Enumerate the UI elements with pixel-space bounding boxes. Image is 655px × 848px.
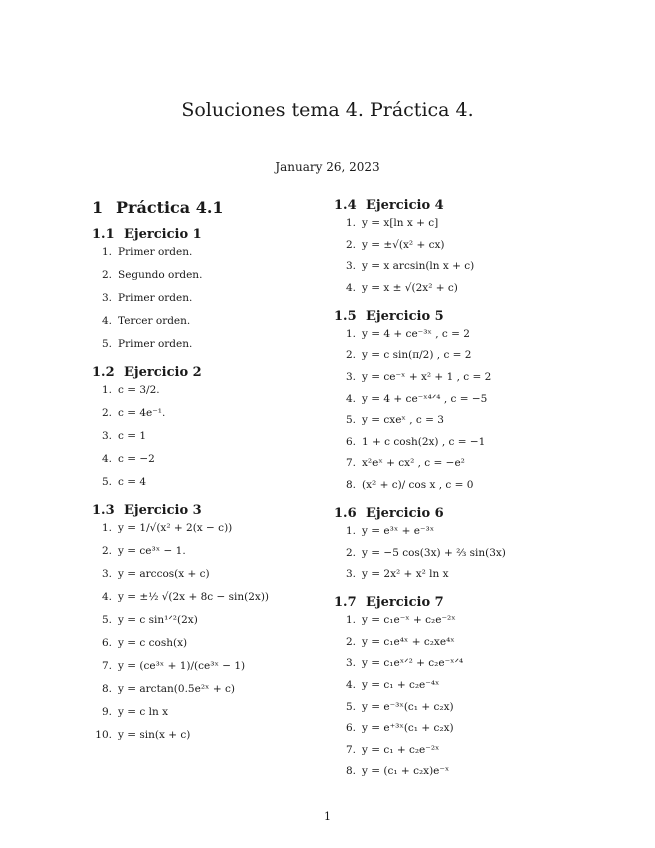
answer-item-text: y = c₁ + c₂e⁻⁴ˣ (362, 678, 440, 691)
answer-item-text: y = −5 cos(3x) + ⅔ sin(3x) (362, 546, 506, 559)
answer-item (92, 315, 307, 328)
answer-item-text: Primer orden. (118, 246, 193, 258)
answer-item (334, 744, 569, 757)
answer-item-text: y = c ln x (118, 706, 169, 718)
answer-item (334, 217, 569, 230)
answer-item (334, 414, 569, 427)
answer-item-text: y = x ± √(2x² + c) (362, 281, 458, 294)
answer-item (92, 269, 307, 282)
answer-item (92, 545, 307, 558)
answer-item-number: 7. (345, 457, 356, 470)
answer-item-text: y = c₁eˣᐟ² + c₂e⁻ˣᐟ⁴ (362, 657, 464, 670)
answer-item (92, 729, 307, 742)
answer-item-number: 1. (345, 217, 356, 229)
answer-item-text: Segundo orden. (118, 269, 203, 281)
answer-item (334, 547, 569, 560)
answer-item-number: 7. (345, 743, 356, 756)
answer-item (334, 765, 569, 778)
subsection-number: 1.4 (334, 198, 357, 213)
answer-item-text: y = 4 + ce⁻³ˣ , c = 2 (362, 327, 470, 340)
answer-item-text: y = ±√(x² + cx) (362, 238, 445, 251)
answer-item-text: Primer orden. (118, 292, 193, 304)
answer-item (92, 706, 307, 719)
answer-item (92, 683, 307, 696)
answer-list (92, 384, 307, 489)
answer-item (334, 525, 569, 538)
answer-item-number: 3. (101, 292, 112, 304)
right-subsections (334, 198, 569, 778)
answer-item-text: y = (c₁ + c₂x)e⁻ˣ (362, 765, 450, 778)
subsection-number: 1.1 (92, 227, 115, 242)
answer-item-number: 1. (345, 327, 356, 340)
page-number: 1 (324, 810, 331, 823)
answer-item-text: y = 1/√(x² + 2(x − c)) (118, 522, 233, 534)
answer-item-number: 4. (345, 281, 356, 294)
answer-item-number: 3. (345, 260, 356, 273)
answer-item (92, 568, 307, 581)
left-subsections (92, 227, 307, 742)
answer-item-number: 7. (101, 660, 112, 672)
subsection-title: Ejercicio 6 (366, 505, 444, 521)
answer-item-text: y = sin(x + c) (118, 729, 191, 741)
answer-item (92, 453, 307, 466)
answer-item-number: 6. (345, 435, 356, 448)
answer-item-text: c = 4 (118, 476, 147, 488)
answer-item (334, 393, 569, 406)
answer-item-number: 1. (101, 522, 112, 534)
answer-item-text: y = c sin(π/2) , c = 2 (362, 349, 472, 362)
answer-item (334, 568, 569, 581)
answer-item-number: 6. (345, 722, 356, 735)
answer-item-text: y = (ce³ˣ + 1)/(ce³ˣ − 1) (118, 660, 246, 672)
subsection-heading (92, 365, 307, 380)
answer-item-text: y = x arcsin(ln x + c) (362, 260, 475, 273)
answer-list (334, 217, 569, 295)
answer-item (334, 614, 569, 627)
answer-item-number: 5. (101, 338, 112, 350)
answer-item-text: y = cxeˣ , c = 3 (362, 414, 444, 427)
answer-list (92, 522, 307, 742)
answer-item (92, 614, 307, 627)
subsection-number: 1.7 (334, 595, 357, 611)
subsection-heading (334, 309, 569, 324)
answer-item-number: 5. (101, 476, 112, 488)
answer-item-text: y = c cosh(x) (118, 637, 188, 649)
answer-item-text: y = e³ˣ + e⁻³ˣ (362, 524, 435, 537)
answer-item-text: y = arccos(x + c) (118, 568, 210, 580)
answer-item-text: x²eˣ + cx² , c = −e² (362, 457, 465, 470)
answer-list (92, 246, 307, 351)
answer-item (92, 246, 307, 259)
answer-item-number: 4. (101, 591, 112, 603)
answer-item-text: 1 + c cosh(2x) , c = −1 (362, 435, 486, 448)
answer-item (334, 239, 569, 252)
answer-list (334, 614, 569, 778)
answer-item-number: 2. (345, 349, 356, 362)
answer-item-text: y = e⁺³ˣ(c₁ + c₂x) (362, 722, 454, 735)
subsection-heading (92, 503, 307, 518)
subsection-heading (334, 595, 569, 610)
answer-item (92, 522, 307, 535)
document-title: Soluciones tema 4. Práctica 4. (181, 99, 474, 121)
answer-item-number: 8. (345, 765, 356, 778)
answer-item-text: y = c₁e⁻ˣ + c₂e⁻²ˣ (362, 614, 456, 627)
subsection-number: 1.2 (92, 365, 115, 380)
answer-item-number: 3. (345, 568, 356, 581)
answer-item-text: y = c₁ + c₂e⁻²ˣ (362, 743, 440, 756)
answer-item-text: c = 3/2. (118, 384, 160, 396)
subsection-title: Ejercicio 3 (124, 503, 202, 518)
answer-item (334, 722, 569, 735)
answer-item (334, 260, 569, 273)
section-number: 1 (92, 198, 104, 217)
answer-item (92, 338, 307, 351)
answer-item-text: y = x[ln x + c] (362, 217, 439, 229)
answer-item-number: 2. (101, 545, 112, 557)
answer-list (334, 328, 569, 492)
answer-item-number: 9. (101, 706, 112, 718)
subsection-title: Ejercicio 5 (366, 308, 444, 324)
answer-item-number: 2. (101, 407, 112, 419)
answer-item (92, 407, 307, 420)
answer-item-number: 1. (345, 614, 356, 627)
subsection-title: Ejercicio 7 (366, 595, 444, 611)
answer-item-text: y = e⁻³ˣ(c₁ + c₂x) (362, 700, 454, 713)
answer-item-number: 3. (101, 430, 112, 442)
answer-item (92, 384, 307, 397)
answer-item (92, 591, 307, 604)
answer-item-text: y = ce³ˣ − 1. (118, 545, 186, 557)
subsection-heading (334, 198, 569, 213)
subsection-title: Ejercicio 4 (366, 198, 444, 213)
subsection-title: Ejercicio 1 (124, 227, 202, 242)
answer-item-number: 8. (345, 478, 356, 491)
answer-item-number: 4. (101, 453, 112, 465)
answer-item-number: 6. (101, 637, 112, 649)
answer-item-text: y = c₁e⁴ˣ + c₂xe⁴ˣ (362, 635, 455, 648)
answer-item (92, 660, 307, 673)
answer-item-number: 5. (345, 414, 356, 427)
answer-item-text: c = 4e⁻¹. (118, 407, 166, 419)
subsection-heading (92, 227, 307, 242)
subsection-title: Ejercicio 2 (124, 365, 202, 380)
answer-item-number: 5. (101, 614, 112, 626)
answer-item (334, 349, 569, 362)
subsection-number: 1.3 (92, 503, 115, 518)
answer-item-number: 2. (345, 635, 356, 648)
answer-list (334, 525, 569, 581)
answer-item (334, 701, 569, 714)
answer-item (334, 679, 569, 692)
answer-item-number: 2. (101, 269, 112, 281)
answer-item (334, 436, 569, 449)
answer-item-number: 3. (101, 568, 112, 580)
answer-item (92, 637, 307, 650)
answer-item-number: 10. (95, 729, 112, 741)
answer-item-text: y = ce⁻ˣ + x² + 1 , c = 2 (362, 370, 492, 383)
answer-item-number: 3. (345, 657, 356, 670)
subsection-heading (334, 506, 569, 521)
answer-item (334, 328, 569, 341)
section-title: Práctica 4.1 (116, 198, 224, 217)
answer-item-text: y = c sin¹ᐟ²(2x) (118, 614, 198, 626)
answer-item-number: 1. (345, 524, 356, 537)
answer-item-text: y = arctan(0.5e²ˣ + c) (118, 683, 235, 695)
left-column (92, 198, 307, 752)
answer-item-text: Primer orden. (118, 338, 193, 350)
answer-item-number: 2. (345, 546, 356, 559)
answer-item-number: 4. (345, 678, 356, 691)
answer-item-number: 2. (345, 238, 356, 251)
subsection-number: 1.6 (334, 505, 357, 521)
answer-item (334, 371, 569, 384)
right-column (334, 198, 569, 787)
answer-item-number: 8. (101, 683, 112, 695)
answer-item-text: y = ±½ √(2x + 8c − sin(2x)) (118, 591, 270, 603)
answer-item-text: c = 1 (118, 430, 147, 442)
answer-item-text: (x² + c)/ cos x , c = 0 (362, 478, 474, 491)
answer-item-text: y = 2x² + x² ln x (362, 568, 449, 581)
answer-item (334, 479, 569, 492)
section-heading (92, 198, 307, 217)
answer-item-number: 4. (101, 315, 112, 327)
subsection-number: 1.5 (334, 308, 357, 324)
answer-item (92, 430, 307, 443)
answer-item (92, 292, 307, 305)
document-date: January 26, 2023 (275, 160, 380, 174)
answer-item-number: 1. (101, 246, 112, 258)
answer-item-text: Tercer orden. (118, 315, 191, 327)
answer-item-text: c = −2 (118, 453, 155, 465)
answer-item-number: 3. (345, 370, 356, 383)
answer-item (92, 476, 307, 489)
answer-item (334, 636, 569, 649)
answer-item (334, 282, 569, 295)
answer-item-number: 1. (101, 384, 112, 396)
answer-item (334, 657, 569, 670)
answer-item-number: 5. (345, 700, 356, 713)
answer-item-number: 4. (345, 392, 356, 405)
answer-item-text: y = 4 + ce⁻ˣ⁴ᐟ⁴ , c = −5 (362, 392, 488, 405)
answer-item (334, 457, 569, 470)
